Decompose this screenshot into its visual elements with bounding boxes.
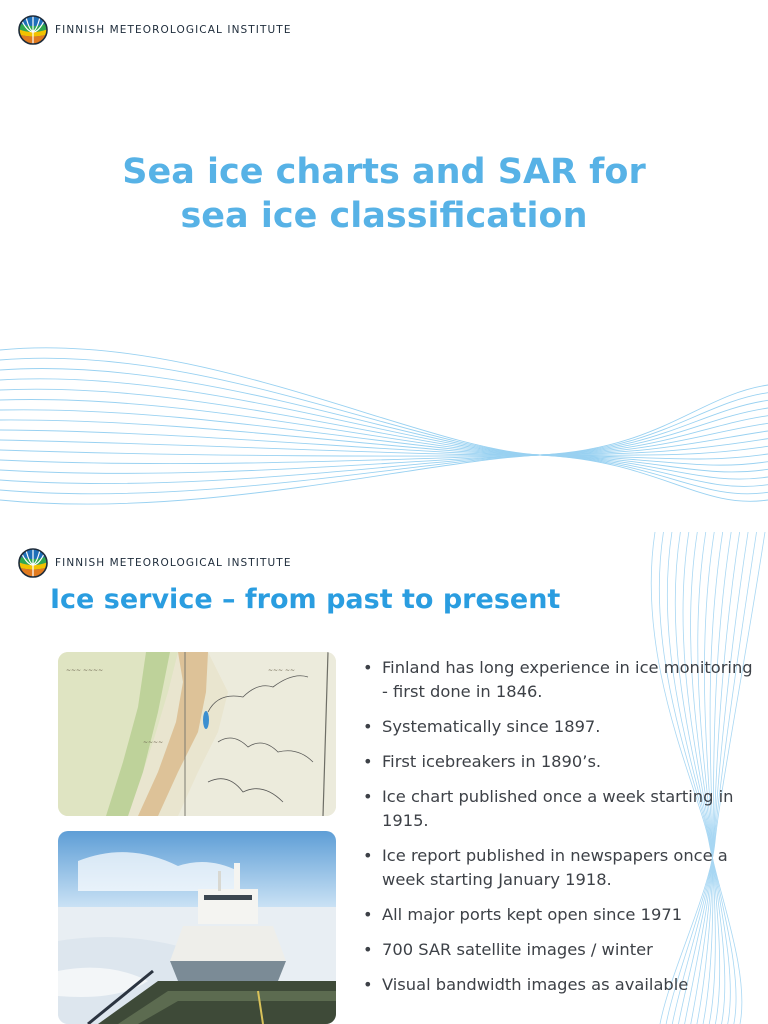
bullet-item: • Visual bandwidth images as available	[360, 973, 755, 997]
logo-text: FINNISH METEOROLOGICAL INSTITUTE	[55, 24, 292, 36]
svg-text:~~~~: ~~~~	[143, 739, 164, 746]
svg-text:~~~ ~~: ~~~ ~~	[268, 667, 296, 674]
svg-text:~~~ ~~~~: ~~~ ~~~~	[66, 667, 104, 674]
icebreaker-photo	[58, 831, 336, 1024]
historical-ice-chart-image	[58, 652, 336, 816]
wave-line	[0, 348, 768, 502]
wave-line	[0, 368, 768, 486]
bullet-item: • Ice report published in newspapers once a week starting January 1918.	[360, 844, 755, 892]
fmi-logo	[18, 548, 292, 578]
bullet-item: • Systematically since 1897.	[360, 715, 755, 739]
title-line-2: sea ice classification	[180, 196, 588, 236]
logo-text: FINNISH METEOROLOGICAL INSTITUTE	[55, 557, 292, 569]
title-line-1: Sea ice charts and SAR for	[122, 152, 646, 192]
bullet-list	[360, 656, 755, 1008]
slide-title: Ice service – from past to present	[50, 584, 561, 615]
bullet-item: • All major ports kept open since 1971	[360, 903, 755, 927]
fmi-globe-icon	[18, 548, 48, 578]
content-slide	[0, 512, 768, 1024]
bullet-item: • 700 SAR satellite images / winter	[360, 938, 755, 962]
bullet-item: • Ice chart published once a week starting in 1915.	[360, 785, 755, 833]
bullet-item: • Finland has long experience in ice monitoring - first done in 1846.	[360, 656, 755, 704]
bullet-item: • First icebreakers in 1890’s.	[360, 750, 755, 774]
